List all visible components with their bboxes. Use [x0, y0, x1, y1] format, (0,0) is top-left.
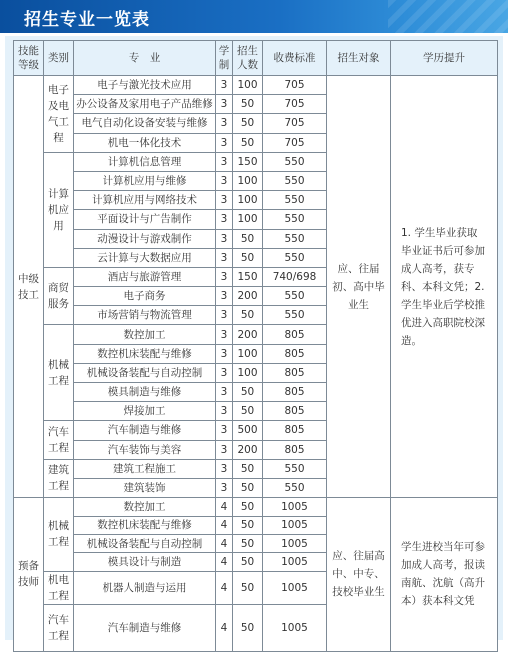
header-upgrade: 学历提升 — [391, 41, 498, 76]
category-cell: 机械工程 — [44, 325, 74, 421]
major-cell: 机械设备装配与自动控制 — [74, 534, 216, 552]
duration-cell: 4 — [216, 604, 233, 651]
enrollment-table — [13, 40, 498, 652]
major-cell: 数控加工 — [74, 498, 216, 516]
duration-cell: 3 — [216, 363, 233, 382]
enroll-cell: 50 — [233, 248, 263, 267]
major-cell: 模具设计与制造 — [74, 553, 216, 571]
enroll-cell: 100 — [233, 191, 263, 210]
duration-cell: 3 — [216, 133, 233, 152]
enroll-cell: 100 — [233, 344, 263, 363]
category-cell: 商贸服务 — [44, 267, 74, 325]
duration-cell: 3 — [216, 229, 233, 248]
upgrade-cell: 学生进校当年可参加成人高考，报读南航、沈航（高升本）获本科文凭 — [391, 498, 498, 652]
fee-cell: 550 — [263, 306, 327, 325]
level-cell: 预备技师 — [14, 498, 44, 652]
major-cell: 汽车装饰与美容 — [74, 440, 216, 459]
title-banner — [0, 0, 508, 33]
duration-cell: 3 — [216, 152, 233, 171]
enroll-cell: 50 — [233, 553, 263, 571]
fee-cell: 705 — [263, 133, 327, 152]
fee-cell: 550 — [263, 152, 327, 171]
fee-cell: 705 — [263, 76, 327, 95]
fee-cell: 550 — [263, 248, 327, 267]
major-cell: 机电一体化技术 — [74, 133, 216, 152]
major-cell: 动漫设计与游戏制作 — [74, 229, 216, 248]
table-row — [14, 498, 498, 516]
enroll-cell: 200 — [233, 325, 263, 344]
enroll-cell: 100 — [233, 171, 263, 190]
enroll-cell: 50 — [233, 95, 263, 114]
category-cell: 机械工程 — [44, 498, 74, 572]
target-cell: 应、往届初、高中毕业生 — [327, 76, 391, 498]
fee-cell: 550 — [263, 478, 327, 497]
enroll-cell: 500 — [233, 421, 263, 440]
enroll-cell: 50 — [233, 516, 263, 534]
enroll-cell: 50 — [233, 534, 263, 552]
header-row — [14, 41, 498, 76]
upgrade-cell: 1. 学生毕业获取毕业证书后可参加成人高考，获专科、本科文凭；2.学生毕业后学校推优进入高职院校深造。 — [391, 76, 498, 498]
header-duration: 学制 — [216, 41, 233, 76]
duration-cell: 3 — [216, 478, 233, 497]
duration-cell: 3 — [216, 402, 233, 421]
table-row — [14, 76, 498, 95]
enroll-cell: 50 — [233, 133, 263, 152]
major-cell: 计算机信息管理 — [74, 152, 216, 171]
major-cell: 机械设备装配与自动控制 — [74, 363, 216, 382]
major-cell: 计算机应用与网络技术 — [74, 191, 216, 210]
fee-cell: 550 — [263, 191, 327, 210]
fee-cell: 1005 — [263, 553, 327, 571]
major-cell: 模具制造与维修 — [74, 383, 216, 402]
header-category: 类别 — [44, 41, 74, 76]
duration-cell: 3 — [216, 210, 233, 229]
duration-cell: 4 — [216, 571, 233, 604]
category-cell: 计算机应用 — [44, 152, 74, 267]
fee-cell: 1005 — [263, 571, 327, 604]
level-cell: 中级技工 — [14, 76, 44, 498]
major-cell: 建筑工程施工 — [74, 459, 216, 478]
enroll-cell: 50 — [233, 402, 263, 421]
enroll-cell: 50 — [233, 114, 263, 133]
duration-cell: 4 — [216, 516, 233, 534]
fee-cell: 1005 — [263, 604, 327, 651]
major-cell: 数控机床装配与维修 — [74, 516, 216, 534]
fee-cell: 805 — [263, 421, 327, 440]
header-major: 专 业 — [74, 41, 216, 76]
fee-cell: 805 — [263, 344, 327, 363]
fee-cell: 1005 — [263, 534, 327, 552]
fee-cell: 550 — [263, 287, 327, 306]
major-cell: 酒店与旅游管理 — [74, 267, 216, 286]
header-enroll: 招生人数 — [233, 41, 263, 76]
major-cell: 数控加工 — [74, 325, 216, 344]
category-cell: 建筑工程 — [44, 459, 74, 497]
major-cell: 电子与激光技术应用 — [74, 76, 216, 95]
fee-cell: 705 — [263, 95, 327, 114]
fee-cell: 550 — [263, 459, 327, 478]
fee-cell: 805 — [263, 325, 327, 344]
duration-cell: 3 — [216, 459, 233, 478]
enroll-cell: 150 — [233, 267, 263, 286]
major-cell: 云计算与大数据应用 — [74, 248, 216, 267]
header-level: 技能等级 — [14, 41, 44, 76]
page-title: 招生专业一览表 — [24, 10, 150, 30]
fee-cell: 550 — [263, 229, 327, 248]
fee-cell: 805 — [263, 363, 327, 382]
major-cell: 平面设计与广告制作 — [74, 210, 216, 229]
major-cell: 电子商务 — [74, 287, 216, 306]
major-cell: 计算机应用与维修 — [74, 171, 216, 190]
enroll-cell: 50 — [233, 498, 263, 516]
category-cell: 电子及电气工程 — [44, 76, 74, 153]
enroll-cell: 50 — [233, 604, 263, 651]
duration-cell: 3 — [216, 421, 233, 440]
duration-cell: 3 — [216, 306, 233, 325]
major-cell: 市场营销与物流管理 — [74, 306, 216, 325]
duration-cell: 3 — [216, 76, 233, 95]
major-cell: 汽车制造与维修 — [74, 604, 216, 651]
duration-cell: 4 — [216, 534, 233, 552]
duration-cell: 4 — [216, 553, 233, 571]
fee-cell: 805 — [263, 440, 327, 459]
enroll-cell: 200 — [233, 287, 263, 306]
enroll-cell: 50 — [233, 229, 263, 248]
enroll-cell: 50 — [233, 459, 263, 478]
duration-cell: 3 — [216, 440, 233, 459]
fee-cell: 805 — [263, 383, 327, 402]
major-cell: 焊接加工 — [74, 402, 216, 421]
duration-cell: 3 — [216, 344, 233, 363]
enroll-cell: 50 — [233, 306, 263, 325]
major-cell: 建筑装饰 — [74, 478, 216, 497]
table-body — [14, 76, 498, 652]
fee-cell: 1005 — [263, 516, 327, 534]
fee-cell: 740/698 — [263, 267, 327, 286]
target-cell: 应、往届高中、中专、技校毕业生 — [327, 498, 391, 652]
enroll-cell: 150 — [233, 152, 263, 171]
enroll-cell: 100 — [233, 210, 263, 229]
major-cell: 机器人制造与运用 — [74, 571, 216, 604]
major-cell: 数控机床装配与维修 — [74, 344, 216, 363]
category-cell: 汽车工程 — [44, 604, 74, 651]
duration-cell: 3 — [216, 114, 233, 133]
duration-cell: 3 — [216, 287, 233, 306]
enroll-cell: 50 — [233, 571, 263, 604]
duration-cell: 3 — [216, 171, 233, 190]
fee-cell: 805 — [263, 402, 327, 421]
duration-cell: 3 — [216, 383, 233, 402]
fee-cell: 705 — [263, 114, 327, 133]
category-cell: 机电工程 — [44, 571, 74, 604]
major-cell: 电气自动化设备安装与维修 — [74, 114, 216, 133]
enroll-cell: 50 — [233, 478, 263, 497]
duration-cell: 3 — [216, 191, 233, 210]
fee-cell: 550 — [263, 171, 327, 190]
duration-cell: 3 — [216, 325, 233, 344]
enroll-cell: 100 — [233, 363, 263, 382]
table-sheet — [5, 36, 503, 640]
enroll-cell: 50 — [233, 383, 263, 402]
enroll-cell: 200 — [233, 440, 263, 459]
major-cell: 汽车制造与维修 — [74, 421, 216, 440]
header-fee: 收费标准 — [263, 41, 327, 76]
major-cell: 办公设备及家用电子产品维修 — [74, 95, 216, 114]
duration-cell: 4 — [216, 498, 233, 516]
category-cell: 汽车工程 — [44, 421, 74, 459]
duration-cell: 3 — [216, 267, 233, 286]
header-target: 招生对象 — [327, 41, 391, 76]
duration-cell: 3 — [216, 248, 233, 267]
fee-cell: 1005 — [263, 498, 327, 516]
enroll-cell: 100 — [233, 76, 263, 95]
fee-cell: 550 — [263, 210, 327, 229]
duration-cell: 3 — [216, 95, 233, 114]
